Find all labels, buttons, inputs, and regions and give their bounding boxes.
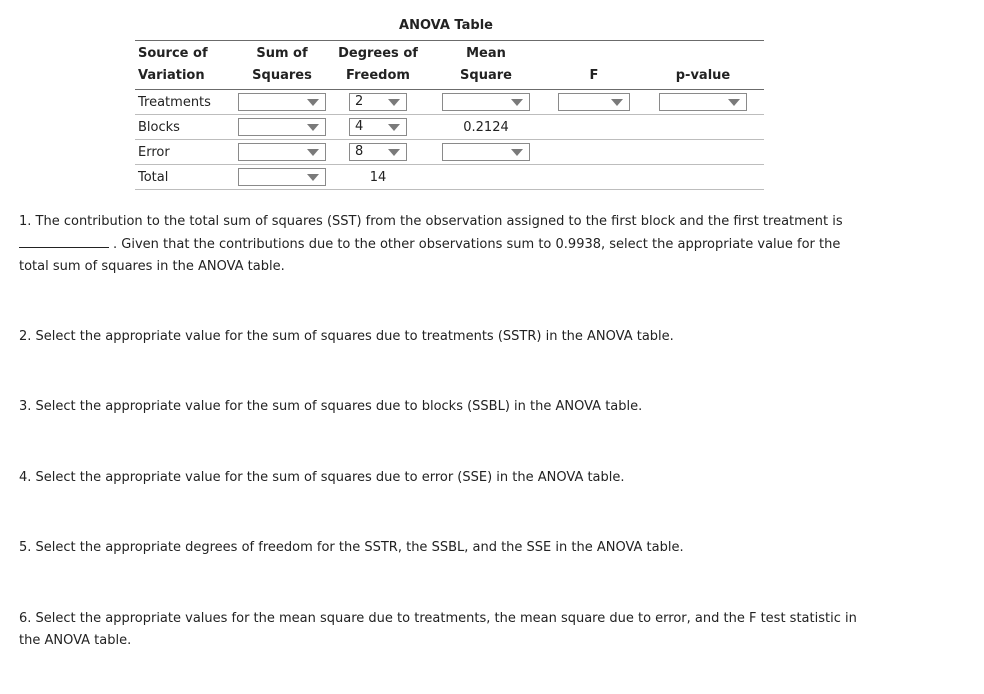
header-source-of-variation — [135, 41, 234, 90]
table-row-total — [135, 165, 764, 190]
ss-total-dropdown[interactable] — [238, 168, 326, 186]
header-ms-line2: Square — [460, 68, 512, 83]
question-5: 5. Select the appropriate degrees of freedom for the SSTR, the SSBL, and the SSE in the ANOVA table. — [19, 540, 684, 555]
df-blocks-dropdown[interactable] — [349, 118, 407, 136]
ss-treatments-dropdown[interactable] — [238, 93, 326, 111]
dropdown-arrow-icon — [611, 99, 623, 106]
table-row-error — [135, 140, 764, 165]
ms-blocks-value: 0.2124 — [463, 119, 509, 135]
dropdown-arrow-icon — [388, 124, 400, 131]
header-df-line2: Freedom — [346, 68, 410, 83]
table-row-treatments — [135, 90, 764, 115]
anova-table — [135, 40, 761, 190]
dropdown-arrow-icon — [728, 99, 740, 106]
header-p-value — [642, 41, 764, 90]
dropdown-arrow-icon — [307, 124, 319, 131]
df-total-value: 14 — [369, 169, 387, 185]
header-degrees-of-freedom — [330, 41, 426, 90]
header-ss-line1: Sum of — [256, 46, 308, 61]
header-f-label: F — [589, 68, 599, 83]
p-value-dropdown[interactable] — [659, 93, 747, 111]
header-sum-of-squares — [234, 41, 330, 90]
dropdown-arrow-icon — [307, 99, 319, 106]
header-mean-square — [426, 41, 546, 90]
df-error-dropdown[interactable] — [349, 143, 407, 161]
question-1-text-c: total sum of squares in the ANOVA table. — [19, 259, 285, 274]
source-blocks: Blocks — [135, 115, 234, 140]
question-6-text-b: the ANOVA table. — [19, 633, 132, 648]
source-error: Error — [135, 140, 234, 165]
dropdown-arrow-icon — [307, 174, 319, 181]
df-error-value: 8 — [355, 144, 364, 159]
header-df-line1: Degrees of — [338, 46, 418, 61]
question-1-text-b: . Given that the contributions due to the other observations sum to 0.9938, select the appropriate value for the — [113, 237, 841, 252]
dropdown-arrow-icon — [511, 149, 523, 156]
source-total: Total — [135, 165, 234, 190]
df-treatments-value: 2 — [355, 94, 364, 109]
question-6-text-a: 6. Select the appropriate values for the mean square due to treatments, the mean square due to error, and the F test statistic in — [19, 611, 857, 626]
header-ms-line1: Mean — [466, 46, 506, 61]
question-1 — [19, 211, 899, 278]
f-statistic-dropdown[interactable] — [558, 93, 630, 111]
df-treatments-dropdown[interactable] — [349, 93, 407, 111]
header-f — [546, 41, 642, 90]
header-source-line2: Variation — [138, 68, 205, 83]
header-ss-line2: Squares — [252, 68, 312, 83]
anova-table-title: ANOVA Table — [399, 18, 493, 33]
header-source-line1: Source of — [138, 46, 208, 61]
question-2: 2. Select the appropriate value for the sum of squares due to treatments (SSTR) in the ANOVA table. — [19, 329, 674, 344]
source-treatments: Treatments — [135, 90, 234, 115]
ms-treatments-dropdown[interactable] — [442, 93, 530, 111]
question-6 — [19, 608, 899, 652]
dropdown-arrow-icon — [511, 99, 523, 106]
header-p-label: p-value — [675, 68, 731, 83]
question-1-answer-blank[interactable] — [19, 233, 109, 248]
ss-error-dropdown[interactable] — [238, 143, 326, 161]
dropdown-arrow-icon — [307, 149, 319, 156]
question-3: 3. Select the appropriate value for the sum of squares due to blocks (SSBL) in the ANOVA table. — [19, 399, 643, 414]
table-row-blocks — [135, 115, 764, 140]
dropdown-arrow-icon — [388, 149, 400, 156]
df-blocks-value: 4 — [355, 119, 364, 134]
ms-error-dropdown[interactable] — [442, 143, 530, 161]
question-1-text-a: 1. The contribution to the total sum of squares (SST) from the observation assigned to the first block and the first treatment is — [19, 214, 843, 229]
question-4: 4. Select the appropriate value for the sum of squares due to error (SSE) in the ANOVA table. — [19, 470, 625, 485]
ss-blocks-dropdown[interactable] — [238, 118, 326, 136]
dropdown-arrow-icon — [388, 99, 400, 106]
